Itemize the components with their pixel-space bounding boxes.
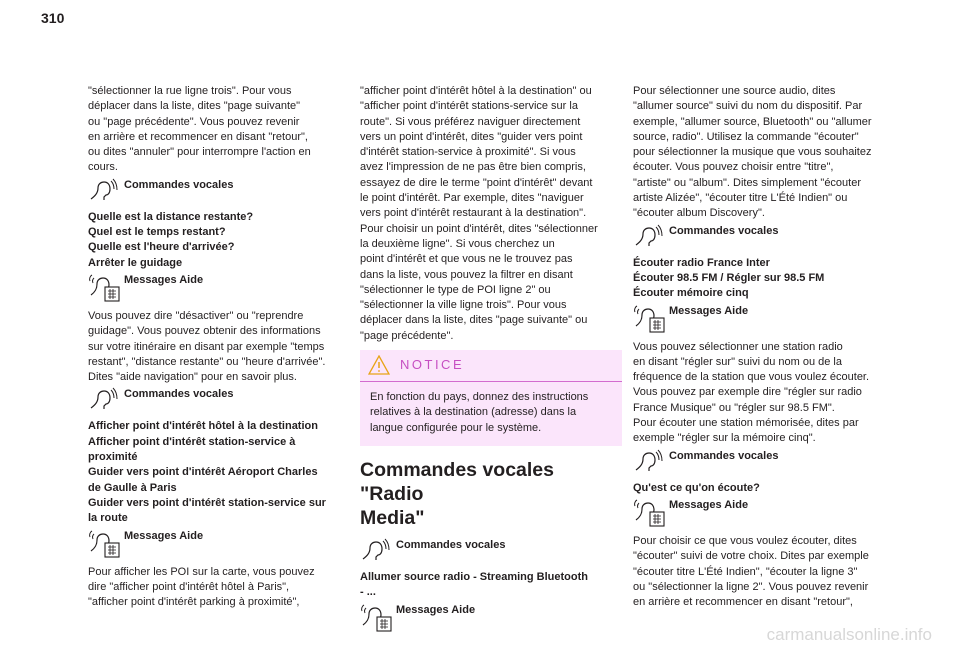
voice-command-icon — [88, 387, 120, 413]
help-messages-row — [633, 304, 895, 334]
paragraph: Pour sélectionner une source audio, dites "allumer source" suivi du nom du dispositif. Par exemple, "allumer source, Bluetooth" ou "allumer source, radio". Utilisez la commande "écouter" pour sélectionner la musique que vous souhaitez écouter. Vous pouvez choisir entre "titre", "artiste" ou "album". Dites simplement "écouter artiste Alizée", "écouter titre L'Été Indien" ou "écouter album Discovery". — [633, 85, 872, 220]
page-number: 310 — [41, 10, 65, 26]
voice-command-icon — [633, 224, 665, 250]
warning-triangle-icon — [368, 355, 390, 375]
help-messages-label: Messages Aide — [124, 529, 204, 542]
voice-command-icon — [633, 449, 665, 475]
paragraph: Vous pouvez dire "désactiver" ou "reprendre guidage". Vous pouvez obtenir des informations sur votre itinéraire en disant par exemple "temps restant", "distance restante" ou "heure d'arrivée". Dites "aide navigation" pour en savoir plus. — [88, 309, 326, 384]
help-messages-label: Messages Aide — [396, 603, 476, 616]
help-message-icon — [633, 304, 665, 334]
column-3 — [633, 84, 895, 612]
voice-commands-label: Commandes vocales — [124, 388, 234, 401]
column-1 — [88, 84, 350, 612]
command-list: Qu'est ce qu'on écoute? — [633, 481, 760, 494]
help-messages-row — [88, 273, 350, 303]
paragraph: "afficher point d'intérêt hôtel à la destination" ou "afficher point d'intérêt stations-service sur la route". Si vous préférez naviguer directement vers un point d'intérêt, dites "guider vers point d'intérêt station-service à proximité". Si vous avez l'impression de ne pas être bien compris, essayez de dire le terme "point d'intérêt" devant le point d'intérêt. Par exemple, dites "naviguer vers point d'intérêt restaurant à la destination". Pour choisir un point d'intérêt, dites "sélectionner la deuxième ligne". Si vous cherchez un point d'intérêt et que vous ne le trouvez pas dans la liste, vous pouvez la filtrer en disant "sélectionner le type de POI ligne 2" ou "sélectionner la ville ligne trois". Pour vous déplacer dans la liste, dites "page suivante" ou "page précédente". — [360, 85, 598, 342]
voice-commands-label: Commandes vocales — [124, 178, 234, 191]
voice-command-icon — [88, 178, 120, 204]
help-messages-row — [633, 498, 895, 528]
paragraph: Pour choisir ce que vous voulez écouter, dites "écouter" suivi de votre choix. Dites par exemple "écouter titre L'Été Indien", "écouter la ligne 3" ou "sélectionner la ligne 2". Vous pouvez revenir en arrière et recommencer en disant "retour", — [633, 534, 869, 609]
watermark: carmanualsonline.info — [766, 625, 932, 644]
notice-title: NOTICE — [400, 357, 465, 373]
voice-command-icon — [360, 538, 392, 564]
help-messages-row — [360, 603, 622, 633]
help-messages-label: Messages Aide — [669, 498, 749, 511]
notice-header — [360, 350, 622, 382]
voice-commands-label: Commandes vocales — [669, 449, 779, 462]
paragraph: Pour afficher les POI sur la carte, vous pouvez dire "afficher point d'intérêt hôtel à Paris", "afficher point d'intérêt parking à proximité", — [88, 565, 315, 609]
paragraph: Vous pouvez sélectionner une station radio en disant "régler sur" suivi du nom ou de la fréquence de la station que vous voulez écouter. Vous pouvez par exemple dire "régler sur radio France Musique" ou "régler sur 98.5 FM". Pour écouter une station mémorisée, dites par exemple "régler sur la mémoire cinq". — [633, 340, 870, 445]
voice-commands-label: Commandes vocales — [669, 224, 779, 237]
voice-commands-row — [88, 178, 350, 204]
column-2 — [360, 84, 622, 639]
help-messages-label: Messages Aide — [669, 304, 749, 317]
help-messages-row — [88, 529, 350, 559]
help-message-icon — [360, 603, 392, 633]
voice-commands-row — [633, 224, 895, 250]
section-heading: Commandes vocales "Radio Media" — [360, 458, 555, 529]
paragraph: "sélectionner la rue ligne trois". Pour vous déplacer dans la liste, dites "page suivante" ou "page précédente". Vous pouvez revenir en arrière et recommencer en disant "retour", ou dites "annuler" pour interrompre l'action en cours. — [88, 85, 311, 174]
notice-box — [360, 350, 622, 446]
help-message-icon — [88, 529, 120, 559]
voice-commands-row — [633, 449, 895, 475]
help-message-icon — [633, 498, 665, 528]
command-list: Afficher point d'intérêt hôtel à la destination Afficher point d'intérêt station-service à proximité Guider vers point d'intérêt Aéroport Charles de Gaulle à Paris Guider vers point d'intérêt station-service sur la route — [88, 420, 326, 525]
voice-commands-label: Commandes vocales — [396, 538, 506, 551]
command-list: Écouter radio France Inter Écouter 98.5 FM / Régler sur 98.5 FM Écouter mémoire cinq — [633, 256, 825, 300]
voice-commands-row — [88, 387, 350, 413]
help-messages-label: Messages Aide — [124, 273, 204, 286]
voice-commands-row — [360, 538, 622, 564]
notice-text: En fonction du pays, donnez des instructions relatives à la destination (adresse) dans la langue configurée pour le système. — [370, 391, 589, 434]
help-message-icon — [88, 273, 120, 303]
command-list: Quelle est la distance restante? Quel est le temps restant? Quelle est l'heure d'arrivée? Arrêter le guidage — [88, 210, 254, 269]
command-list: Allumer source radio - Streaming Bluetooth - ... — [360, 570, 588, 599]
